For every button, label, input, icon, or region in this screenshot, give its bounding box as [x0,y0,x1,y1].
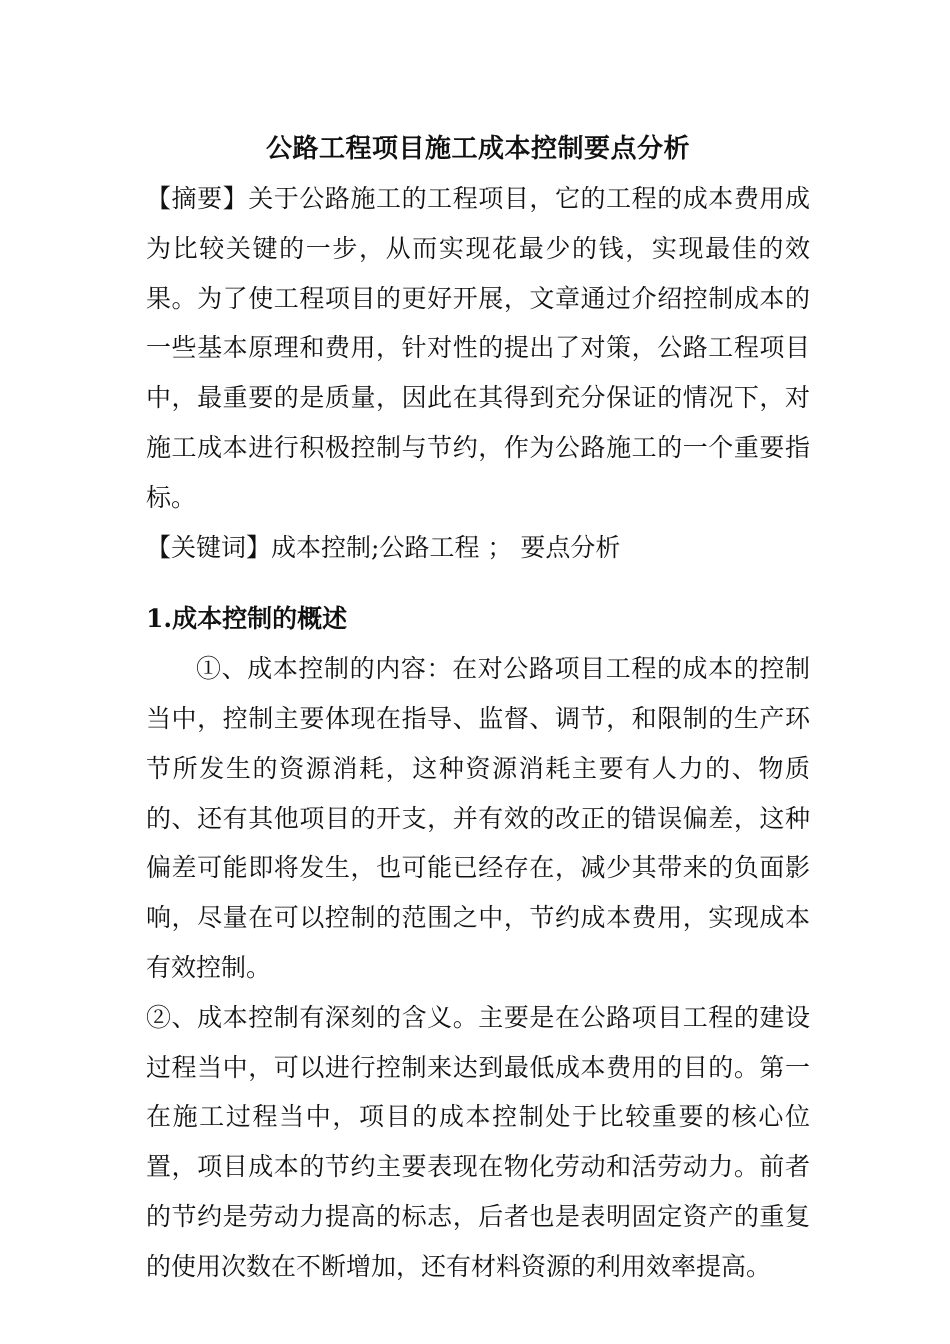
abstract-label: 【摘要】 [146,184,249,213]
section-1-heading: 1.成本控制的概述 [146,604,348,634]
section-1-paragraph-1: ①、成本控制的内容：在对公路项目工程的成本的控制当中，控制主要体现在指导、监督、调节，和限制的生产环节所发生的资源消耗，这种资源消耗主要有人力的、物质的、还有其他项目的开支，并有效的改正的错误偏差，这种偏差可能即将发生，也可能已经存在，减少其带来的负面影响，尽量在可以控制的范围之中，节约成本费用，实现成本有效控制。 [146,654,810,982]
document-title: 公路工程项目施工成本控制要点分析 [265,134,690,164]
keywords-text: 成本控制;公路工程 ； 要点分析 [271,532,621,562]
keywords-paragraph [146,523,810,573]
abstract-paragraph [146,174,810,523]
document-page [146,128,810,1292]
keywords-label: 【关键词】 [146,532,272,562]
abstract-text: 关于公路施工的工程项目，它的工程的成本费用成为比较关键的一步，从而实现花最少的钱，实现最佳的效果。为了使工程项目的更好开展，文章通过介绍控制成本的一些基本原理和费用，针对性的提出了对策，公路工程项目中，最重要的是质量，因此在其得到充分保证的情况下，对施工成本进行积极控制与节约，作为公路施工的一个重要指标。 [146,184,810,512]
section-1-paragraph-2: ②、成本控制有深刻的含义。主要是在公路项目工程的建设过程当中，可以进行控制来达到最低成本费用的目的。第一在施工过程当中，项目的成本控制处于比较重要的核心位置，项目成本的节约主要表现在物化劳动和活劳动力。前者的节约是劳动力提高的标志，后者也是表明固定资产的重复的使用次数在不断增加，还有材料资源的利用效率提高。 [146,1002,810,1281]
